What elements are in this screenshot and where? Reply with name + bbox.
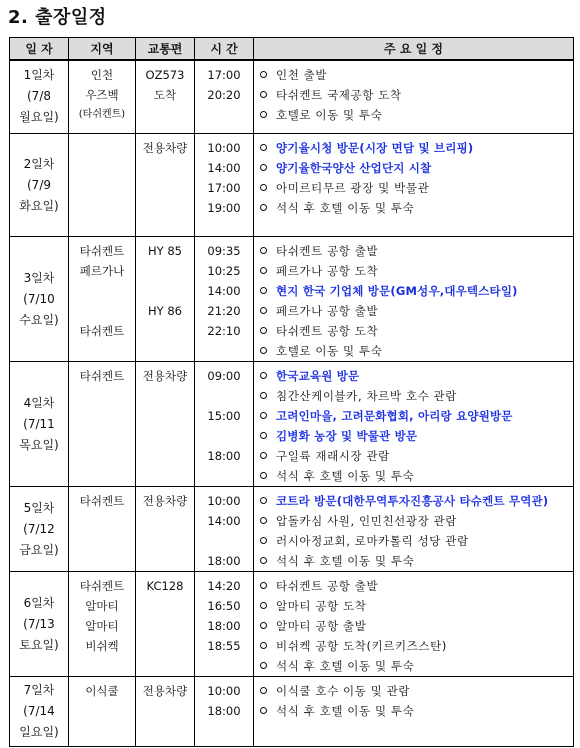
day-label: (7/8 <box>27 89 51 104</box>
day-label: (7/9 <box>27 177 51 192</box>
time-label: 17:00 <box>207 181 241 195</box>
region-label: (타쉬켄트) <box>78 108 126 120</box>
schedule-item <box>260 366 573 386</box>
time-label: 10:00 <box>207 684 241 698</box>
schedule-item <box>260 701 573 721</box>
time-label: 14:00 <box>207 284 241 298</box>
schedule-item-text: 타쉬켄트 국제공항 도착 <box>276 87 402 102</box>
time-label: 10:00 <box>207 494 241 508</box>
schedule-item-text: 압돌카심 사원, 인민친선광장 관람 <box>276 514 457 528</box>
day-row <box>10 237 574 362</box>
schedule-item-text: 현지 한국 기업체 방문(GM성우,대우텍스타일) <box>276 284 518 298</box>
schedule-item <box>260 178 573 198</box>
schedule-item <box>260 681 573 701</box>
day-label: 7일차 <box>23 683 55 697</box>
day-label: 6일차 <box>23 595 55 610</box>
transport-label: 전용차량 <box>142 494 188 508</box>
transport-label: 전용차량 <box>142 684 188 698</box>
time-label: 16:50 <box>207 599 241 613</box>
circle-bullet-icon <box>260 71 267 78</box>
circle-bullet-icon <box>260 602 267 609</box>
day-row <box>10 677 574 747</box>
day-cell <box>10 487 69 572</box>
time-label: 22:10 <box>207 324 241 338</box>
schedule-cell <box>254 134 574 237</box>
day-row <box>10 134 574 237</box>
schedule-item <box>260 261 573 281</box>
time-cell <box>195 487 254 572</box>
day-label: (7/13 <box>23 616 55 631</box>
schedule-item-text: 양기율시청 방문(시장 면담 및 브리핑) <box>276 141 474 155</box>
schedule-item-text: 양기율한국양산 산업단지 시찰 <box>276 161 432 175</box>
circle-bullet-icon <box>260 622 267 629</box>
time-label: 21:20 <box>207 304 241 318</box>
schedule-item-text: 김병화 농장 및 박물관 방문 <box>276 429 418 443</box>
schedule-item <box>260 576 573 596</box>
day-label: 5일차 <box>23 500 55 515</box>
region-label <box>69 301 135 321</box>
transport-label: 전용차량 <box>142 141 188 155</box>
transport-label: KC128 <box>146 579 184 593</box>
time-label: 14:20 <box>207 579 241 593</box>
circle-bullet-icon <box>260 144 267 151</box>
day-cell <box>10 362 69 487</box>
schedule-item-text: 고려인마을, 고려문화협회, 아리랑 요양원방문 <box>276 409 513 423</box>
schedule-item <box>260 511 573 531</box>
schedule-item-text: 호텔로 이동 및 투숙 <box>276 107 383 122</box>
transport-cell <box>136 677 195 747</box>
day-label: (7/14 <box>23 704 55 718</box>
time-label: 17:00 <box>207 67 241 82</box>
day-label: 일요일) <box>19 725 59 739</box>
day-row <box>10 362 574 487</box>
day-row <box>10 572 574 677</box>
day-label: 3일차 <box>23 270 55 285</box>
transport-label: 도착 <box>153 87 177 102</box>
time-cell <box>195 60 254 134</box>
schedule-item-text: 석식 후 호텔 이동 및 투숙 <box>276 704 415 718</box>
schedule-cell <box>254 362 574 487</box>
region-label: 타쉬켄트 <box>79 324 125 338</box>
time-label <box>195 426 253 446</box>
schedule-item-text: 석식 후 호텔 이동 및 투숙 <box>276 469 415 483</box>
schedule-item-text: 코트라 방문(대한무역투자진흥공사 타슈켄트 무역관) <box>276 494 549 508</box>
circle-bullet-icon <box>260 517 267 524</box>
transport-cell <box>136 487 195 572</box>
schedule-cell <box>254 487 574 572</box>
circle-bullet-icon <box>260 412 267 419</box>
schedule-cell <box>254 60 574 134</box>
time-label: 09:00 <box>207 369 241 383</box>
schedule-item-text: 석식 후 호텔 이동 및 투숙 <box>276 201 415 215</box>
schedule-cell <box>254 237 574 362</box>
schedule-item <box>260 406 573 426</box>
time-label: 18:00 <box>207 554 241 568</box>
header-date: 일 자 <box>10 38 69 60</box>
schedule-item <box>260 138 573 158</box>
schedule-table <box>9 37 574 747</box>
day-cell <box>10 134 69 237</box>
day-label: (7/12 <box>23 521 55 536</box>
time-label: 14:00 <box>207 161 241 175</box>
schedule-item <box>260 656 573 676</box>
day-cell <box>10 237 69 362</box>
circle-bullet-icon <box>260 347 267 354</box>
schedule-item <box>260 301 573 321</box>
day-cell <box>10 677 69 747</box>
time-label <box>195 386 253 406</box>
header-transport: 교통편 <box>136 38 195 60</box>
time-cell <box>195 237 254 362</box>
region-cell <box>69 572 136 677</box>
region-label: 페르가나 <box>79 264 125 278</box>
header-schedule: 주 요 일 정 <box>254 38 574 60</box>
circle-bullet-icon <box>260 452 267 459</box>
circle-bullet-icon <box>260 327 267 334</box>
schedule-item-text: 타쉬켄트 공항 도착 <box>276 324 379 338</box>
region-label: 타쉬켄트 <box>79 369 125 383</box>
region-label <box>69 281 135 301</box>
region-cell <box>69 487 136 572</box>
region-label: 이식쿨 <box>85 684 119 698</box>
schedule-cell <box>254 677 574 747</box>
schedule-item-text: 이식쿨 호수 이동 및 관람 <box>276 684 411 698</box>
circle-bullet-icon <box>260 247 267 254</box>
schedule-item <box>260 551 573 571</box>
schedule-item <box>260 596 573 616</box>
day-label: (7/11 <box>23 416 55 431</box>
schedule-item <box>260 198 573 218</box>
region-label: 우즈벡 <box>85 87 119 102</box>
region-label: 타쉬켄트 <box>79 579 125 593</box>
schedule-item <box>260 105 573 125</box>
day-label: 2일차 <box>23 156 55 171</box>
circle-bullet-icon <box>260 91 267 98</box>
schedule-item-text: 아미르티무르 광장 및 박물관 <box>276 181 430 195</box>
transport-cell <box>136 237 195 362</box>
day-label: (7/10 <box>23 291 55 306</box>
transport-cell <box>136 60 195 134</box>
day-label: 화요일) <box>19 198 59 213</box>
transport-cell <box>136 572 195 677</box>
schedule-item-text: 석식 후 호텔 이동 및 투숙 <box>276 554 415 568</box>
header-time: 시 간 <box>195 38 254 60</box>
circle-bullet-icon <box>260 267 267 274</box>
region-cell <box>69 362 136 487</box>
schedule-item <box>260 158 573 178</box>
circle-bullet-icon <box>260 184 267 191</box>
schedule-item <box>260 321 573 341</box>
schedule-item-text: 알마티 공항 도착 <box>276 599 367 613</box>
circle-bullet-icon <box>260 582 267 589</box>
circle-bullet-icon <box>260 307 267 314</box>
time-label: 20:20 <box>207 87 241 102</box>
circle-bullet-icon <box>260 372 267 379</box>
day-cell <box>10 572 69 677</box>
schedule-body <box>10 60 574 747</box>
day-label: 목요일) <box>19 437 59 452</box>
schedule-item <box>260 341 573 361</box>
time-label: 14:00 <box>207 514 241 528</box>
circle-bullet-icon <box>260 557 267 564</box>
schedule-cell <box>254 572 574 677</box>
region-cell <box>69 237 136 362</box>
transport-label: HY 85 <box>148 244 182 258</box>
region-cell <box>69 677 136 747</box>
time-label: 18:00 <box>207 449 241 463</box>
schedule-item-text: 침간산케이블카, 차르박 호수 관람 <box>276 389 457 403</box>
region-label: 인천 <box>90 67 114 82</box>
day-row <box>10 60 574 134</box>
schedule-item <box>260 446 573 466</box>
circle-bullet-icon <box>260 111 267 118</box>
region-label: 알마티 <box>85 619 119 633</box>
schedule-item-text: 석식 후 호텔 이동 및 투숙 <box>276 659 415 673</box>
time-label: 10:25 <box>207 264 241 278</box>
day-label: 토요일) <box>19 637 59 652</box>
page-title: 2. 출장일정 <box>8 7 107 28</box>
day-label: 월요일) <box>19 110 59 125</box>
schedule-item-text: 타쉬켄트 공항 출발 <box>276 244 379 258</box>
time-label: 18:00 <box>207 704 241 718</box>
time-cell <box>195 572 254 677</box>
transport-label: HY 86 <box>148 304 182 318</box>
schedule-item <box>260 616 573 636</box>
day-label: 1일차 <box>23 68 55 83</box>
circle-bullet-icon <box>260 497 267 504</box>
schedule-item-text: 페르가나 공항 도착 <box>276 264 379 278</box>
circle-bullet-icon <box>260 392 267 399</box>
time-cell <box>195 362 254 487</box>
time-cell <box>195 677 254 747</box>
circle-bullet-icon <box>260 164 267 171</box>
day-cell <box>10 60 69 134</box>
schedule-item <box>260 426 573 446</box>
transport-label: 전용차량 <box>142 369 188 383</box>
time-label: 10:00 <box>207 141 241 155</box>
circle-bullet-icon <box>260 642 267 649</box>
schedule-item <box>260 281 573 301</box>
time-label: 18:55 <box>207 639 241 653</box>
schedule-item <box>260 531 573 551</box>
circle-bullet-icon <box>260 537 267 544</box>
transport-cell <box>136 362 195 487</box>
schedule-item-text: 페르가나 공항 출발 <box>276 304 379 318</box>
time-label: 15:00 <box>207 409 241 423</box>
transport-cell <box>136 134 195 237</box>
schedule-item-text: 호텔로 이동 및 투숙 <box>276 344 383 358</box>
circle-bullet-icon <box>260 472 267 479</box>
schedule-item <box>260 386 573 406</box>
circle-bullet-icon <box>260 687 267 694</box>
schedule-item-text: 인천 출발 <box>276 67 328 82</box>
transport-label: OZ573 <box>145 67 185 82</box>
schedule-item-text: 러시아정교회, 로마카톨릭 성당 관람 <box>276 534 469 548</box>
schedule-item <box>260 466 573 486</box>
region-label: 알마티 <box>85 599 119 613</box>
header-row <box>10 38 574 60</box>
time-label: 09:35 <box>207 244 241 258</box>
schedule-item-text: 한국교육원 방문 <box>276 369 360 383</box>
circle-bullet-icon <box>260 662 267 669</box>
region-label: 타쉬켄트 <box>79 244 125 258</box>
schedule-item-text: 알마티 공항 출발 <box>276 619 367 633</box>
schedule-item-text: 타쉬켄트 공항 출발 <box>276 579 379 593</box>
region-cell <box>69 60 136 134</box>
schedule-item <box>260 65 573 85</box>
time-label: 19:00 <box>207 201 241 215</box>
region-label: 타쉬켄트 <box>79 494 125 508</box>
schedule-item <box>260 85 573 105</box>
region-label: 비쉬켁 <box>85 639 119 653</box>
schedule-item <box>260 241 573 261</box>
schedule-item-text: 구일륙 재래시장 관람 <box>276 449 390 463</box>
circle-bullet-icon <box>260 204 267 211</box>
circle-bullet-icon <box>260 707 267 714</box>
transport-label <box>136 281 194 301</box>
time-label <box>195 531 253 551</box>
circle-bullet-icon <box>260 287 267 294</box>
header-region: 지역 <box>69 38 136 60</box>
day-label: 금요일) <box>19 542 59 557</box>
day-row <box>10 487 574 572</box>
time-label: 18:00 <box>207 619 241 633</box>
day-label: 수요일) <box>19 312 59 327</box>
day-label: 4일차 <box>23 395 55 410</box>
schedule-item <box>260 491 573 511</box>
transport-label <box>136 261 194 281</box>
circle-bullet-icon <box>260 432 267 439</box>
time-cell <box>195 134 254 237</box>
region-cell <box>69 134 136 237</box>
schedule-item <box>260 636 573 656</box>
schedule-item-text: 비쉬켁 공항 도착(키르키즈스탄) <box>276 639 447 653</box>
